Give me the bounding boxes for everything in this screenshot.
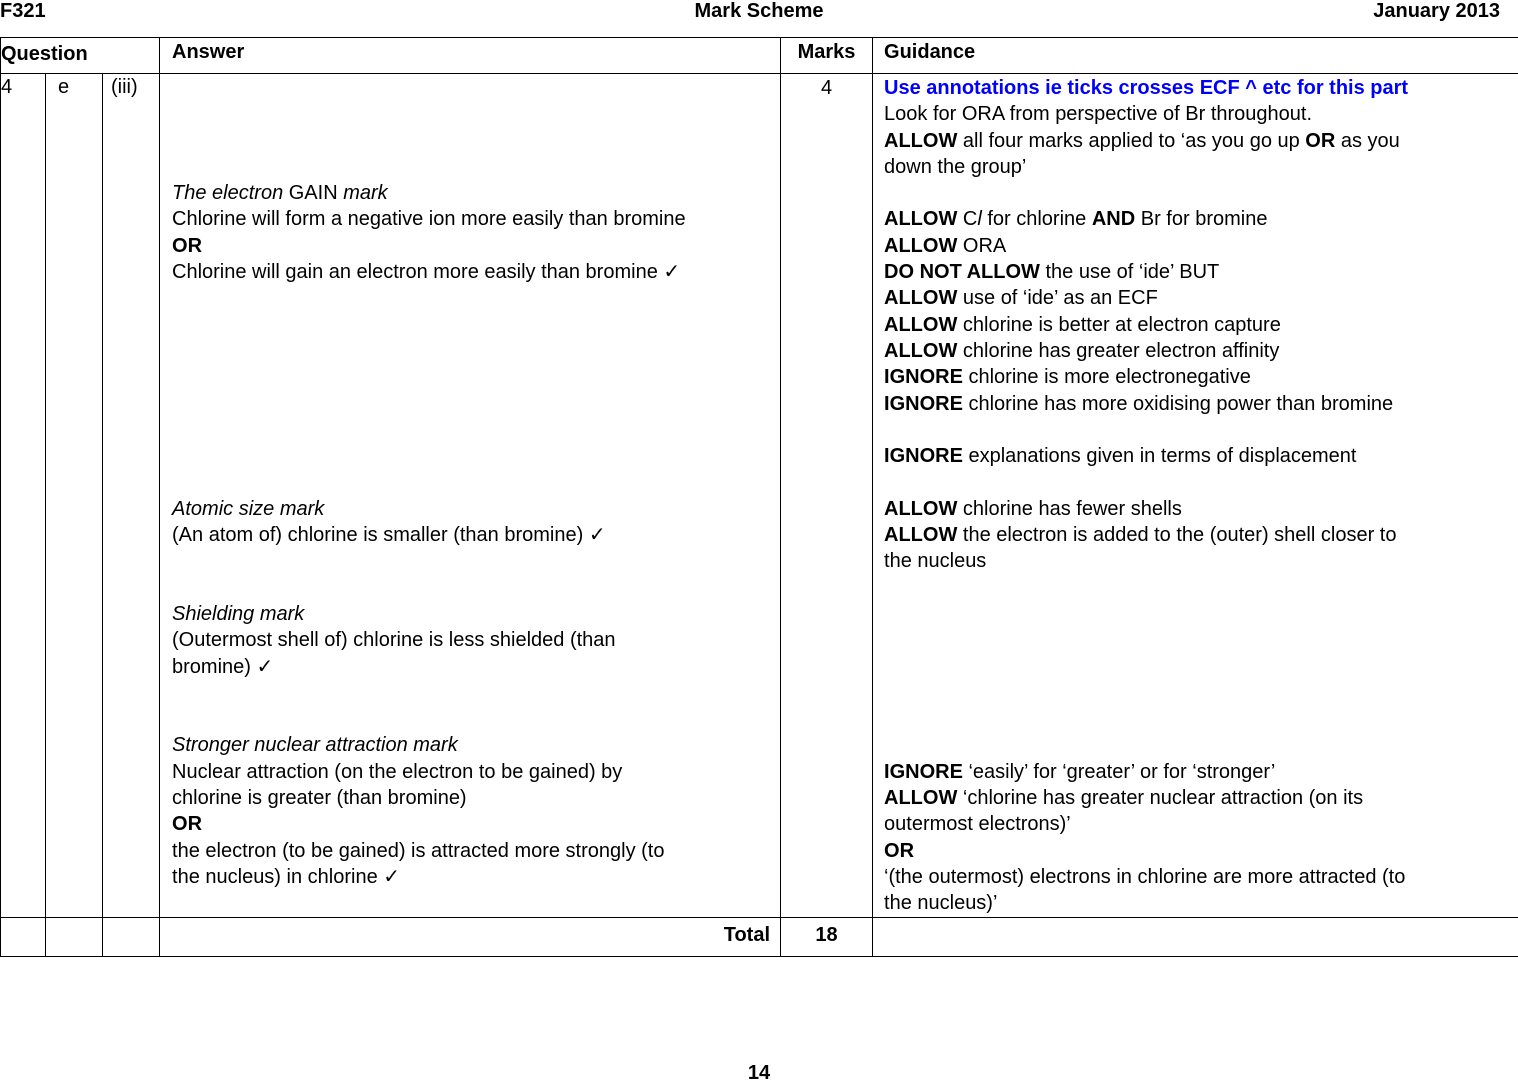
guidance-annotation-note: Use annotations ie ticks crosses ECF ^ etc for this part [884, 75, 1518, 101]
answer-line: Chlorine will form a negative ion more easily than bromine [172, 206, 780, 232]
answer-line: bromine) ✓ [172, 654, 780, 680]
empty-cell [103, 917, 160, 956]
guidance-line: ALLOW Cl for chlorine AND Br for bromine [884, 206, 1518, 232]
guidance-line: ALLOW chlorine has greater electron affinity [884, 338, 1518, 364]
answer-header: Answer [160, 38, 781, 74]
atomic-size-label: Atomic size mark [172, 496, 780, 522]
guidance-line: ALLOW use of ‘ide’ as an ECF [884, 285, 1518, 311]
guidance-line: ‘(the outermost) electrons in chlorine are more attracted (to [884, 864, 1518, 890]
answer-or: OR [172, 233, 780, 259]
answer-line: Nuclear attraction (on the electron to be gained) by [172, 759, 780, 785]
answer-line: Chlorine will gain an electron more easily than bromine ✓ [172, 259, 780, 285]
question-subpart: (iii) [103, 74, 160, 918]
nuclear-attraction-label: Stronger nuclear attraction mark [172, 732, 780, 758]
total-row [1, 917, 1518, 956]
marks-header: Marks [781, 38, 873, 74]
total-value: 18 [781, 917, 873, 956]
answer-line: the nucleus) in chlorine ✓ [172, 864, 780, 890]
guidance-line: ALLOW ‘chlorine has greater nuclear attraction (on its [884, 785, 1518, 811]
answer-line: (An atom of) chlorine is smaller (than bromine) ✓ [172, 522, 780, 548]
guidance-line: DO NOT ALLOW the use of ‘ide’ BUT [884, 259, 1518, 285]
guidance-line: ALLOW chlorine has fewer shells [884, 496, 1518, 522]
guidance-line: ALLOW ORA [884, 233, 1518, 259]
answer-or: OR [172, 811, 780, 837]
guidance-line: IGNORE explanations given in terms of displacement [884, 443, 1518, 469]
guidance-or: OR [884, 838, 1518, 864]
shielding-label: Shielding mark [172, 601, 780, 627]
guidance-line: the nucleus)’ [884, 890, 1518, 916]
table-header-row [1, 38, 1518, 74]
guidance-line: IGNORE ‘easily’ for ‘greater’ or for ‘stronger’ [884, 759, 1518, 785]
guidance-line: the nucleus [884, 548, 1518, 574]
guidance-line: IGNORE chlorine is more electronegative [884, 364, 1518, 390]
guidance-cell [873, 74, 1518, 918]
total-label: Total [160, 917, 781, 956]
guidance-line: ALLOW all four marks applied to ‘as you go up OR as you [884, 128, 1518, 154]
guidance-line: down the group’ [884, 154, 1518, 180]
table-row [1, 74, 1518, 918]
guidance-line: Look for ORA from perspective of Br throughout. [884, 101, 1518, 127]
gain-mark-label: The electron GAIN mark [172, 180, 780, 206]
doc-date: January 2013 [1373, 0, 1500, 23]
answer-cell [160, 74, 781, 918]
guidance-line: IGNORE chlorine has more oxidising power than bromine [884, 391, 1518, 417]
answer-line: the electron (to be gained) is attracted more strongly (to [172, 838, 780, 864]
answer-line: (Outermost shell of) chlorine is less shielded (than [172, 627, 780, 653]
question-part: e [46, 74, 103, 918]
page-number: 14 [0, 1062, 1518, 1085]
guidance-header: Guidance [873, 38, 1518, 74]
doc-title: Mark Scheme [0, 0, 1518, 23]
empty-cell [873, 917, 1518, 956]
answer-line: chlorine is greater (than bromine) [172, 785, 780, 811]
doc-code: F321 [0, 0, 46, 23]
question-number: 4 [1, 74, 46, 918]
marks-cell: 4 [781, 74, 873, 918]
mark-scheme-table [0, 37, 1518, 957]
empty-cell [1, 917, 46, 956]
guidance-line: ALLOW chlorine is better at electron capture [884, 312, 1518, 338]
empty-cell [46, 917, 103, 956]
guidance-line: outermost electrons)’ [884, 811, 1518, 837]
guidance-line: ALLOW the electron is added to the (outer) shell closer to [884, 522, 1518, 548]
question-header: Question [1, 38, 160, 74]
